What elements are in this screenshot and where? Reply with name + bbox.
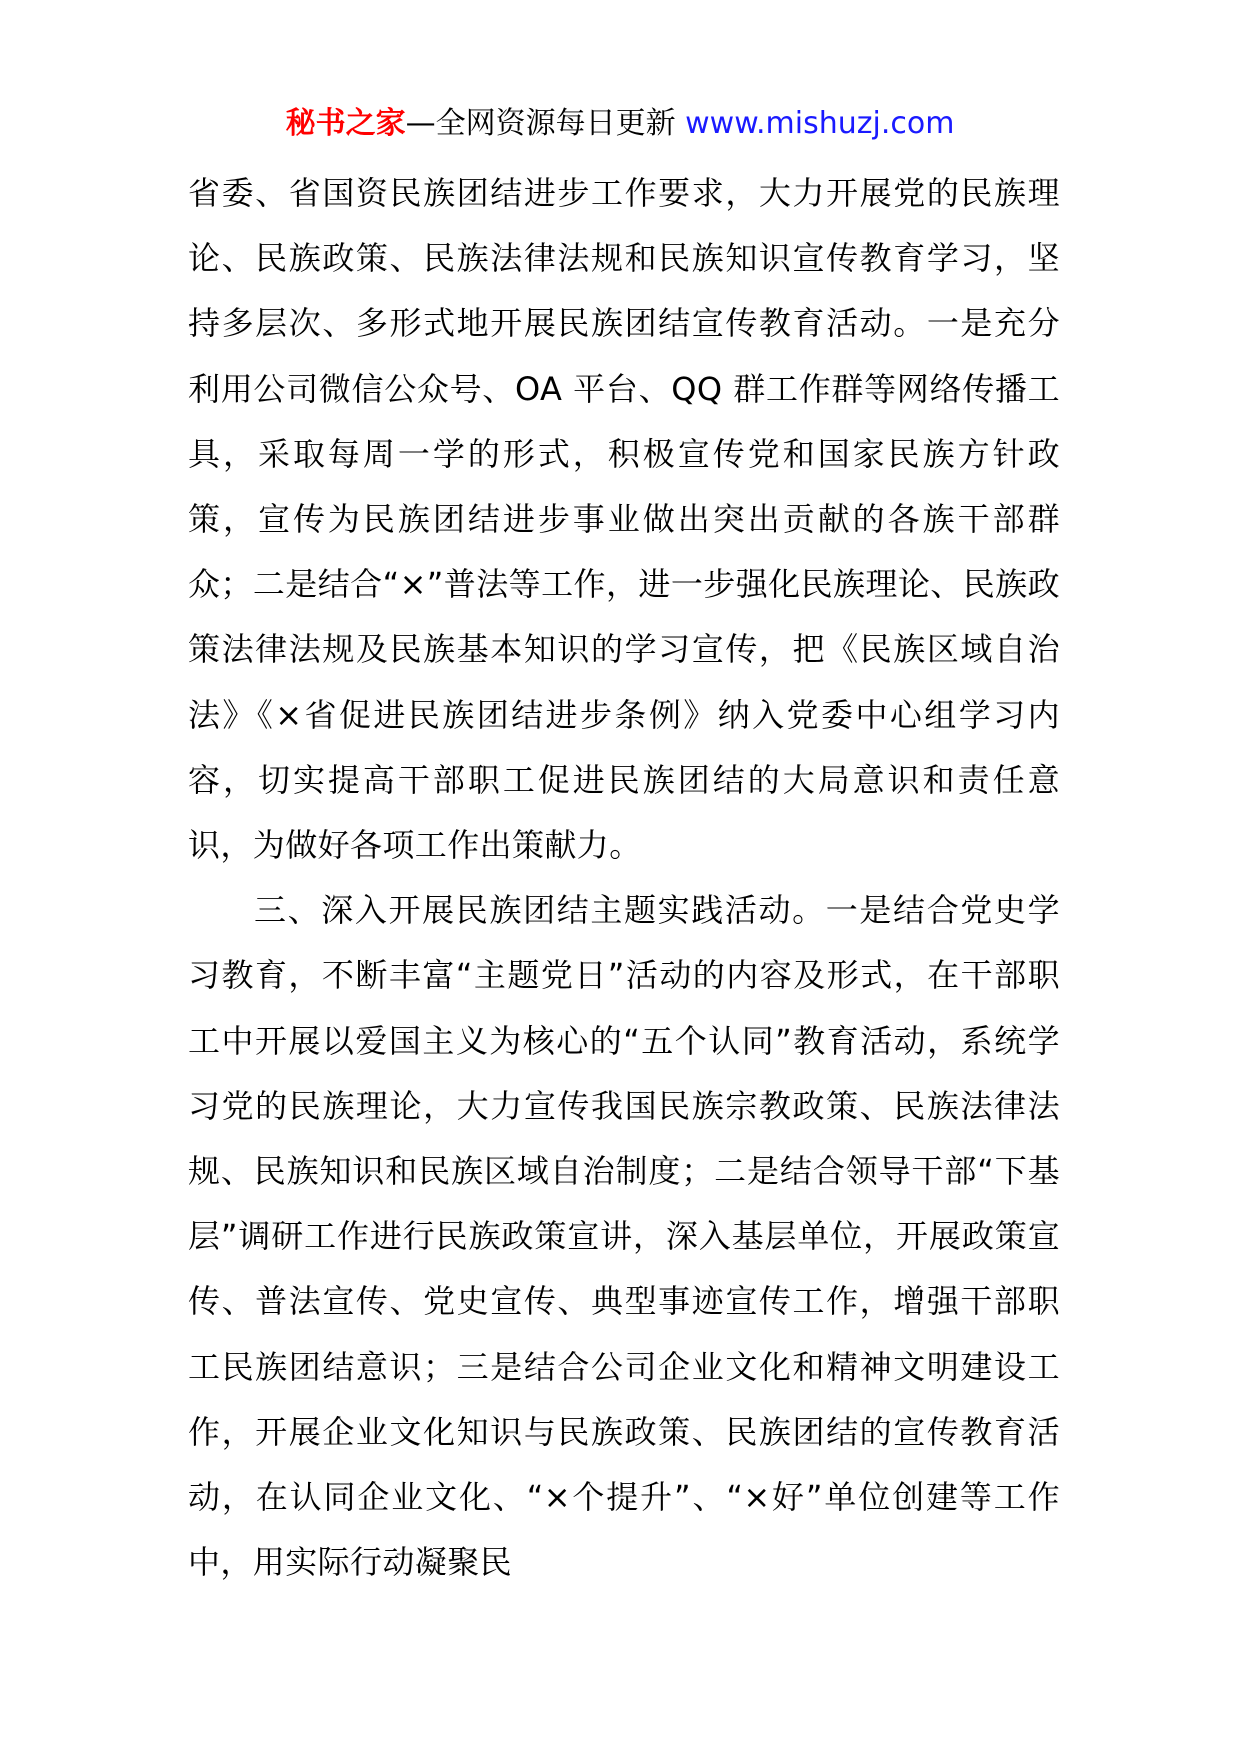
header-brand: 秘书之家 [285, 106, 406, 141]
paragraph-section-three: 三、深入开展民族团结主题实践活动。一是结合党史学习教育，不断丰富“主题党日”活动的内容及形式，在干部职工中开展以爱国主义为核心的“五个认同”教育活动，系统学习党的民族理论，大力宣传我国民族宗教政策、民族法律法规、民族知识和民族区域自治制度；二是结合领导干部“下基层”调研工作进行民族政策宣讲，深入基层单位，开展政策宣传、普法宣传、党史宣传、典型事迹宣传工作，增强干部职工民族团结意识；三是结合公司企业文化和精神文明建设工作，开展企业文化知识与民族政策、民族团结的宣传教育活动，在认同企业文化、“×个提升”、“×好”单位创建等工作中，用实际行动凝聚民 [188, 891, 1060, 1582]
page-header [0, 102, 1240, 146]
header-slogan: —全网资源每日更新 [405, 106, 676, 141]
header-url-link[interactable]: www.mishuzj.com [685, 106, 955, 141]
document-body [188, 161, 1060, 1595]
paragraph-continued: 省委、省国资民族团结进步工作要求，大力开展党的民族理论、民族政策、民族法律法规和民族知识宣传教育学习，坚持多层次、多形式地开展民族团结宣传教育活动。一是充分利用公司微信公众号、OA 平台、QQ 群工作群等网络传播工具，采取每周一学的形式，积极宣传党和国家民族方针政策，宣传为民族团结进步事业做出突出贡献的各族干部群众；二是结合“×”普法等工作，进一步强化民族理论、民族政策法律法规及民族基本知识的学习宣传，把《民族区域自治法》《×省促进民族团结进步条例》纳入党委中心组学习内容，切实提高干部职工促进民族团结的大局意识和责任意识，为做好各项工作出策献力。 [188, 174, 1060, 865]
